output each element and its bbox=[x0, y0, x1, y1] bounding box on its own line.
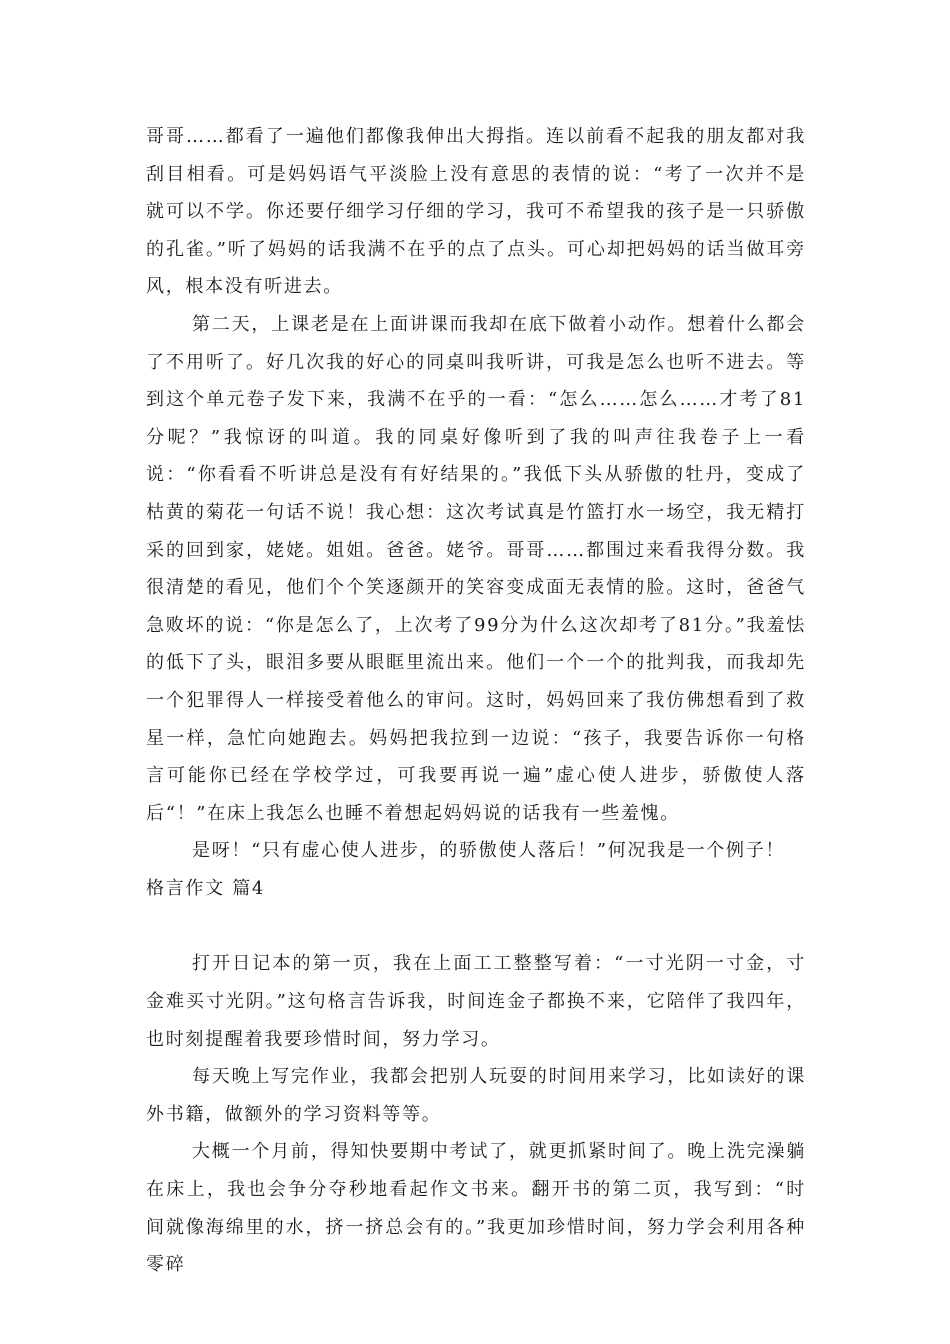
paragraph-4: 打开日记本的第一页，我在上面工工整整写着：“一寸光阴一寸金，寸金难买寸光阴。”这句格言告诉我，时间连金子都换不来，它陪伴了我四年，也时刻提醒着我要珍惜时间，努力学习。 bbox=[146, 953, 806, 1050]
paragraph-6: 大概一个月前，得知快要期中考试了，就更抓紧时间了。晚上洗完澡躺在床上，我也会争分夺秒地看起作文书来。翻开书的第二页，我写到：“时间就像海绵里的水，挤一挤总会有的。”我更加珍惜时间，努力学会利用各种零碎 bbox=[146, 1141, 806, 1276]
paragraph-1: 哥哥……都看了一遍他们都像我伸出大拇指。连以前看不起我的朋友都对我刮目相看。可是妈妈语气平淡脸上没有意思的表情的说：“考了一次并不是就可以不学。你还要仔细学习仔细的学习，我可不希望我的孩子是一只骄傲的孔雀。”听了妈妈的话我满不在乎的点了点头。可心却把妈妈的话当做耳旁风，根本没有听进去。 bbox=[146, 126, 806, 298]
paragraph-3: 是呀！“只有虚心使人进步，的骄傲使人落后！”何况我是一个例子！ bbox=[192, 840, 786, 862]
paragraph-5: 每天晚上写完作业，我都会把别人玩耍的时间用来学习，比如读好的课外书籍，做额外的学习资料等等。 bbox=[146, 1066, 806, 1125]
section-heading: 格言作文 篇4 bbox=[146, 877, 266, 899]
document-body bbox=[146, 118, 806, 1284]
paragraph-2: 第二天，上课老是在上面讲课而我却在底下做着小动作。想着什么都会了不用听了。好几次我的好心的同桌叫我听讲，可我是怎么也听不进去。等到这个单元卷子发下来，我满不在乎的一看：“怎么……怎么……才考了81分呢？”我惊讶的叫道。我的同桌好像听到了我的叫声往我卷子上一看说：“你看看不听讲总是没有有好结果的。”我低下头从骄傲的牡丹，变成了枯黄的菊花一句话不说！我心想：这次考试真是竹篮打水一场空，我无精打采的回到家，姥姥。姐姐。爸爸。姥爷。哥哥……都围过来看我得分数。我很清楚的看见，他们个个笑逐颜开的笑容变成面无表情的脸。这时，爸爸气急败坏的说：“你是怎么了，上次考了99分为什么这次却考了81分。”我羞怯的低下了头，眼泪多要从眼眶里流出来。他们一个一个的批判我，而我却先一个犯罪得人一样接受着他么的审问。这时，妈妈回来了我仿佛想看到了救星一样，急忙向她跑去。妈妈把我拉到一边说：“孩子，我要告诉你一句格言可能你已经在学校学过，可我要再说一遍”虚心使人进步，骄傲使人落后“！”在床上我怎么也睡不着想起妈妈说的话我有一些羞愧。 bbox=[146, 313, 806, 824]
blank-line bbox=[146, 907, 806, 945]
